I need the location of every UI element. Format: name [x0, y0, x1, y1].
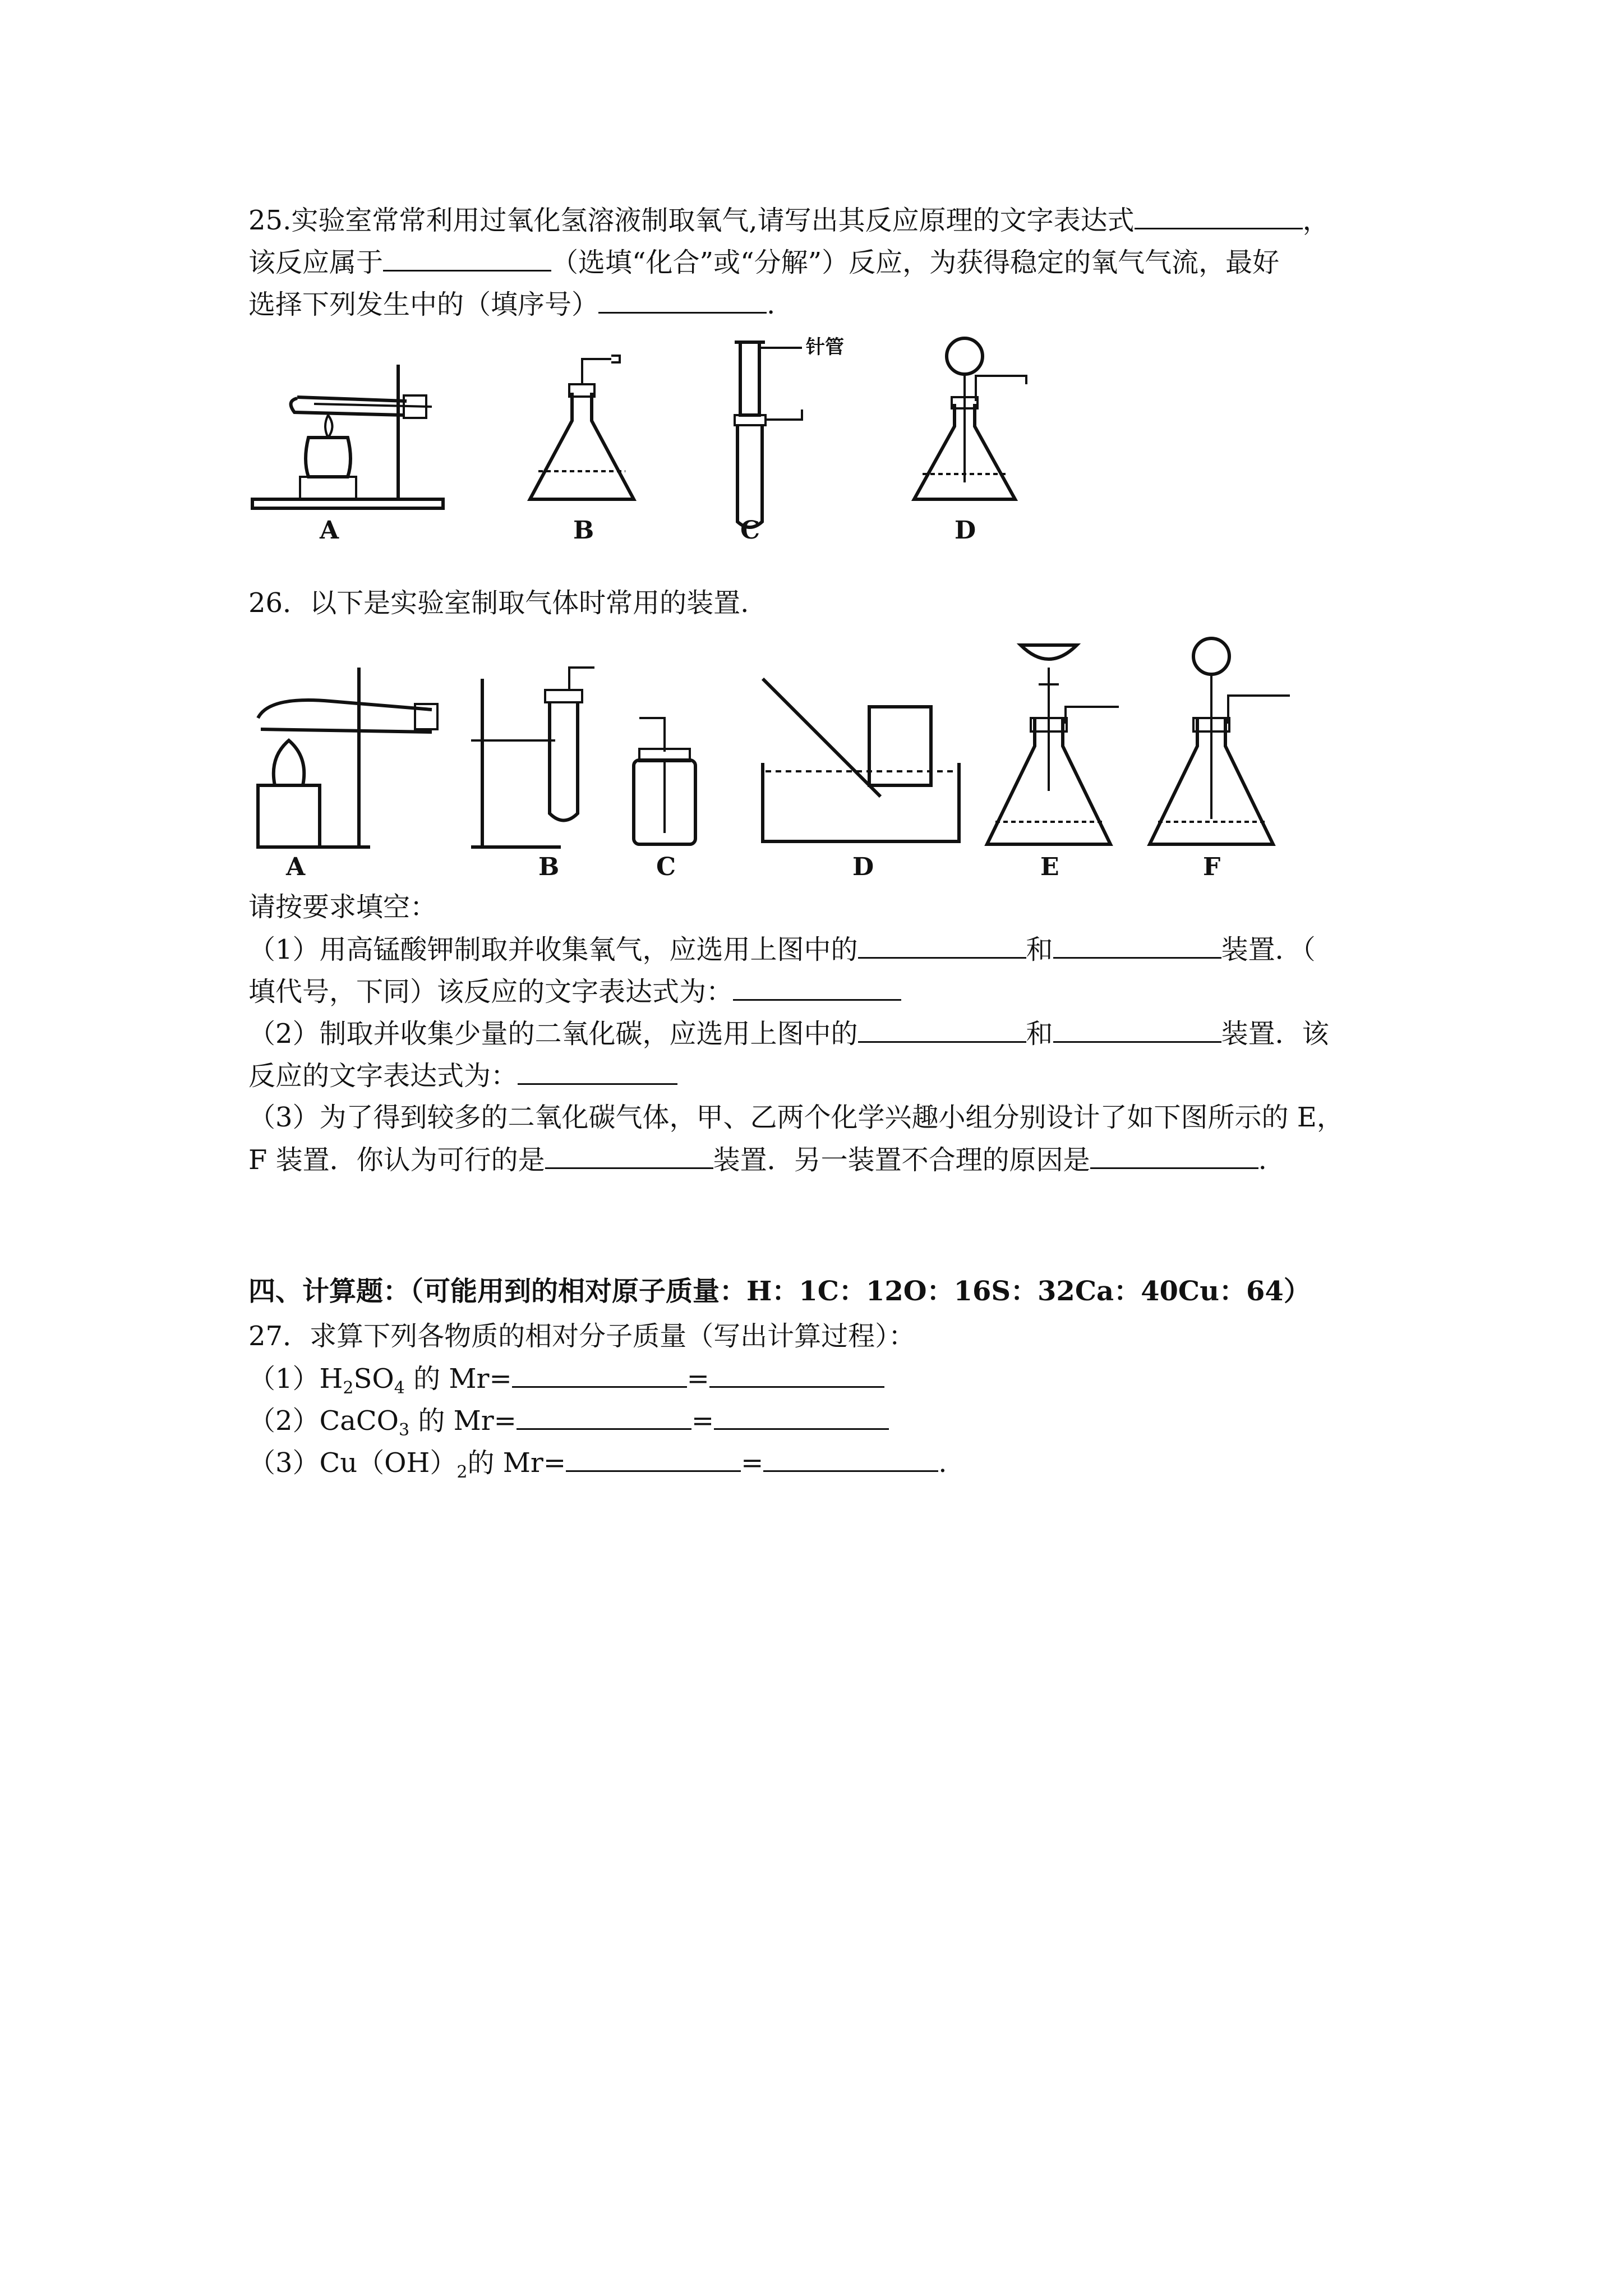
- q26-p2-blank-1[interactable]: [858, 1016, 1026, 1043]
- q27-i3-blank-2[interactable]: [763, 1446, 938, 1472]
- q26-intro: 26．以下是实验室制取气体时常用的装置.: [248, 587, 749, 619]
- apparatus-e-separating-funnel: [987, 645, 1119, 844]
- apparatus-a-heating: [258, 668, 437, 847]
- q25-line-3: 选择下列发生中的（填序号） .: [248, 287, 775, 321]
- q26-p3-blank-2[interactable]: [1090, 1143, 1258, 1169]
- label-f: F: [1203, 853, 1221, 881]
- q26-part-3-line-2: F 装置．你认为可行的是 装置．另一装置不合理的原因是 .: [248, 1143, 1267, 1177]
- q26-part-2: （2）制取并收集少量的二氧化碳，应选用上图中的 和 装置．该: [248, 1016, 1329, 1051]
- q26-part-1b: 填代号，下同）该反应的文字表达式为：: [248, 974, 901, 1009]
- label-b: B: [538, 853, 560, 881]
- q26-part-1: （1）用高锰酸钾制取并收集氧气，应选用上图中的 和 装置．（: [248, 932, 1316, 967]
- q26-p1-blank-1[interactable]: [858, 932, 1026, 959]
- q26-part-3-line-1: （3）为了得到较多的二氧化碳气体，甲、乙两个化学兴趣小组分别设计了如下图所示的 E，: [248, 1102, 1344, 1133]
- q26-part-2b: 反应的文字表达式为：: [248, 1059, 677, 1093]
- label-b: B: [573, 516, 594, 545]
- q27-intro: 27．求算下列各物质的相对分子质量（写出计算过程）：: [248, 1320, 916, 1352]
- apparatus-b-tube-stand: [471, 668, 594, 847]
- q25-line-1: 25.实验室常常利用过氧化氢溶液制取氧气,请写出其反应原理的文字表达式 ，: [248, 203, 1330, 237]
- q25-line-2: 该反应属于 （选填“化合”或“分解”）反应，为获得稳定的氧气气流，最好: [248, 245, 1279, 279]
- label-c: C: [656, 853, 676, 881]
- label-d: D: [955, 516, 976, 545]
- q26-instruction: 请按要求填空：: [248, 891, 437, 923]
- q27-i1-blank-2[interactable]: [709, 1361, 884, 1388]
- q27-i3-blank-1[interactable]: [566, 1446, 741, 1472]
- label-d: D: [852, 853, 874, 881]
- apparatus-c-syringe: [735, 342, 802, 527]
- q27-i2-blank-1[interactable]: [517, 1404, 691, 1430]
- section-4-heading: 四、计算题：（可能用到的相对原子质量：H：1C：12O：16S：32Ca：40Cu：64）: [248, 1276, 1311, 1307]
- q26-p2-blank-2[interactable]: [1053, 1016, 1221, 1043]
- q27-i1-blank-1[interactable]: [512, 1361, 687, 1388]
- label-a: A: [286, 853, 306, 881]
- q27-item-2: （2）CaCO$_3$ 的 Mr= =: [248, 1404, 889, 1438]
- label-a: A: [320, 516, 339, 545]
- q26-p3-blank-1[interactable]: [545, 1143, 713, 1169]
- q27-item-3: $(3)Cu(OH)_2$的 Mr= = .: [248, 1446, 947, 1480]
- q26-p2-blank-3[interactable]: [518, 1059, 677, 1085]
- q27-item-1: $(1)H_2SO_4$ 的 Mr= =: [248, 1361, 884, 1396]
- q26-p1-blank-2[interactable]: [1053, 932, 1221, 959]
- apparatus-d-trough: [763, 679, 959, 841]
- apparatus-b-flask: [530, 356, 634, 499]
- apparatus-c-bottle: [634, 718, 695, 844]
- apparatus-d-funnel-flask: [914, 338, 1026, 499]
- q25-answer-blank-2[interactable]: [383, 245, 551, 272]
- q26-p1-blank-3[interactable]: [733, 974, 901, 1001]
- q26-apparatus-figure: [247, 634, 1312, 881]
- apparatus-f-funnel-flask: [1150, 638, 1290, 844]
- needle-label: 针管: [806, 336, 844, 358]
- q25-answer-blank-3[interactable]: [598, 287, 767, 314]
- q27-i2-blank-2[interactable]: [714, 1404, 889, 1430]
- apparatus-a-heating: [252, 365, 443, 508]
- q25-apparatus-figure: [247, 331, 1122, 550]
- q25-answer-blank-1[interactable]: [1135, 203, 1303, 229]
- label-c: C: [740, 516, 760, 545]
- label-e: E: [1040, 853, 1059, 881]
